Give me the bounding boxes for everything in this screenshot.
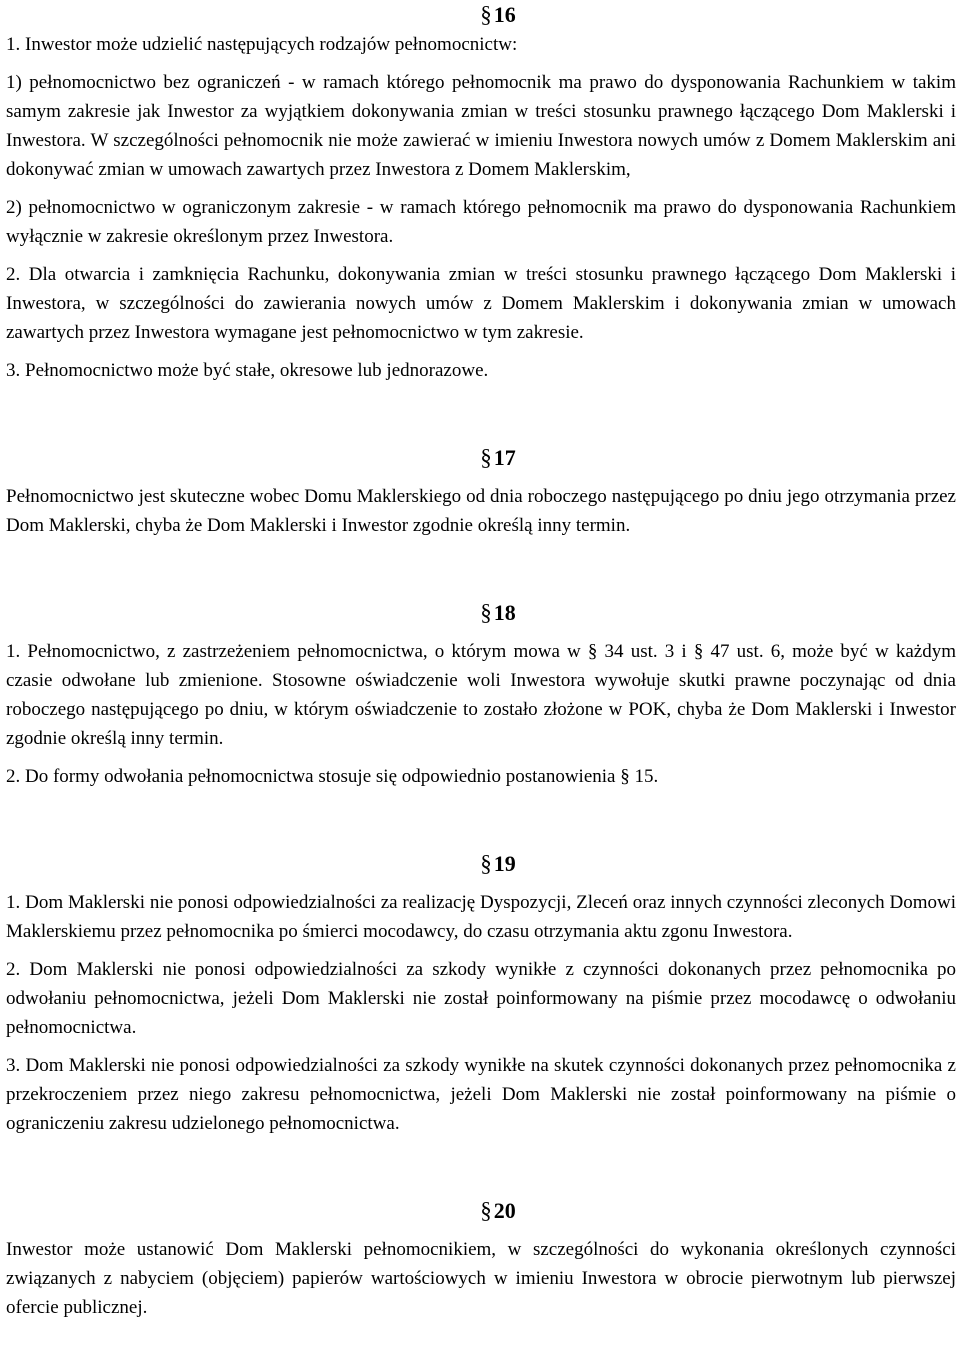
paragraph: 3. Dom Maklerski nie ponosi odpowiedzialności za szkody wynikłe na skutek czynności dokonanych przez pełnomocnika z przekroczeniem przez niego zakresu pełnomocnictwa, jeżeli Dom Maklerski nie został poinformowany na piśmie o ograniczeniu zakresu udzielonego pełnomocnictwa. bbox=[6, 1055, 956, 1134]
paragraph: 2. Dom Maklerski nie ponosi odpowiedzialności za szkody wynikłe z czynności dokonanych przez pełnomocnika po odwołaniu pełnomocnictwa, jeżeli Dom Maklerski nie został poinformowany na piśmie przez mocodawcę o odwołaniu pełnomocnictwa. bbox=[6, 959, 956, 1038]
section-mark: § bbox=[480, 445, 492, 470]
paragraph: Pełnomocnictwo jest skuteczne wobec Domu Maklerskiego od dnia roboczego następującego po dniu jego otrzymania przez Dom Maklerski, chyba że Dom Maklerski i Inwestor zgodnie określą inny termin. bbox=[6, 486, 956, 536]
paragraph: 1. Dom Maklerski nie ponosi odpowiedzialności za realizację Dyspozycji, Zleceń oraz innych czynności zleconych Domowi Maklerskiemu przez pełnomocnika po śmierci mocodawcy, do czasu otrzymania aktu zgonu Inwestora. bbox=[6, 892, 956, 942]
section-18 bbox=[6, 598, 956, 791]
section-heading bbox=[40, 598, 956, 628]
section-heading bbox=[40, 0, 956, 30]
section-number: 16 bbox=[493, 2, 516, 27]
section-mark: § bbox=[480, 1198, 492, 1223]
section-number: 17 bbox=[493, 445, 516, 470]
section-number: 18 bbox=[493, 600, 516, 625]
paragraph: 2. Dla otwarcia i zamknięcia Rachunku, dokonywania zmian w treści stosunku prawnego łączącego Dom Maklerski i Inwestora, w szczególności do zawierania nowych umów z Domem Maklerskim i dokonywania zmian w umowach zawartych przez Inwestora wymagane jest pełnomocnictwo w tym zakresie. bbox=[6, 264, 956, 343]
section-mark: § bbox=[480, 600, 492, 625]
section-17 bbox=[6, 443, 956, 540]
paragraph: 2. Do formy odwołania pełnomocnictwa stosuje się odpowiednio postanowienia § 15. bbox=[6, 766, 659, 787]
section-mark: § bbox=[480, 2, 492, 27]
document-page bbox=[6, 0, 956, 1322]
paragraph: 2) pełnomocnictwo w ograniczonym zakresie - w ramach którego pełnomocnik ma prawo do dysponowania Rachunkiem wyłącznie w zakresie określonym przez Inwestora. bbox=[6, 197, 956, 247]
paragraph: 3. Pełnomocnictwo może być stałe, okresowe lub jednorazowe. bbox=[6, 360, 489, 381]
section-20 bbox=[6, 1196, 956, 1322]
paragraph: Inwestor może ustanowić Dom Maklerski pełnomocnikiem, w szczególności do wykonania określonych czynności związanych z nabyciem (objęciem) papierów wartościowych w imieniu Inwestora w obrocie pierwotnym lub pierwszej ofercie publicznej. bbox=[6, 1239, 956, 1318]
section-heading bbox=[40, 443, 956, 473]
paragraph: 1. Inwestor może udzielić następujących rodzajów pełnomocnictw: bbox=[6, 34, 518, 55]
section-heading bbox=[40, 1196, 956, 1226]
paragraph: 1. Pełnomocnictwo, z zastrzeżeniem pełnomocnictwa, o którym mowa w § 34 ust. 3 i § 47 ust. 6, może być w każdym czasie odwołane lub zmienione. Stosowne oświadczenie woli Inwestora wywołuje skutki prawne poczynając od dnia roboczego następującego po dniu, w którym oświadczenie to zostało złożone w POK, chyba że Dom Maklerski i Inwestor zgodnie określą inny termin. bbox=[6, 641, 956, 749]
paragraph: 1) pełnomocnictwo bez ograniczeń - w ramach którego pełnomocnik ma prawo do dysponowania Rachunkiem w takim samym zakresie jak Inwestor za wyjątkiem dokonywania zmian w treści stosunku prawnego łączącego Dom Maklerski i Inwestora. W szczególności pełnomocnik nie może zawierać w imieniu Inwestora nowych umów z Domem Maklerskim ani dokonywać zmian w umowach zawartych przez Inwestora z Domem Maklerskim, bbox=[6, 72, 956, 180]
section-number: 20 bbox=[493, 1198, 516, 1223]
section-mark: § bbox=[480, 851, 492, 876]
section-number: 19 bbox=[493, 851, 516, 876]
section-16 bbox=[6, 0, 956, 385]
section-heading bbox=[40, 849, 956, 879]
section-19 bbox=[6, 849, 956, 1138]
